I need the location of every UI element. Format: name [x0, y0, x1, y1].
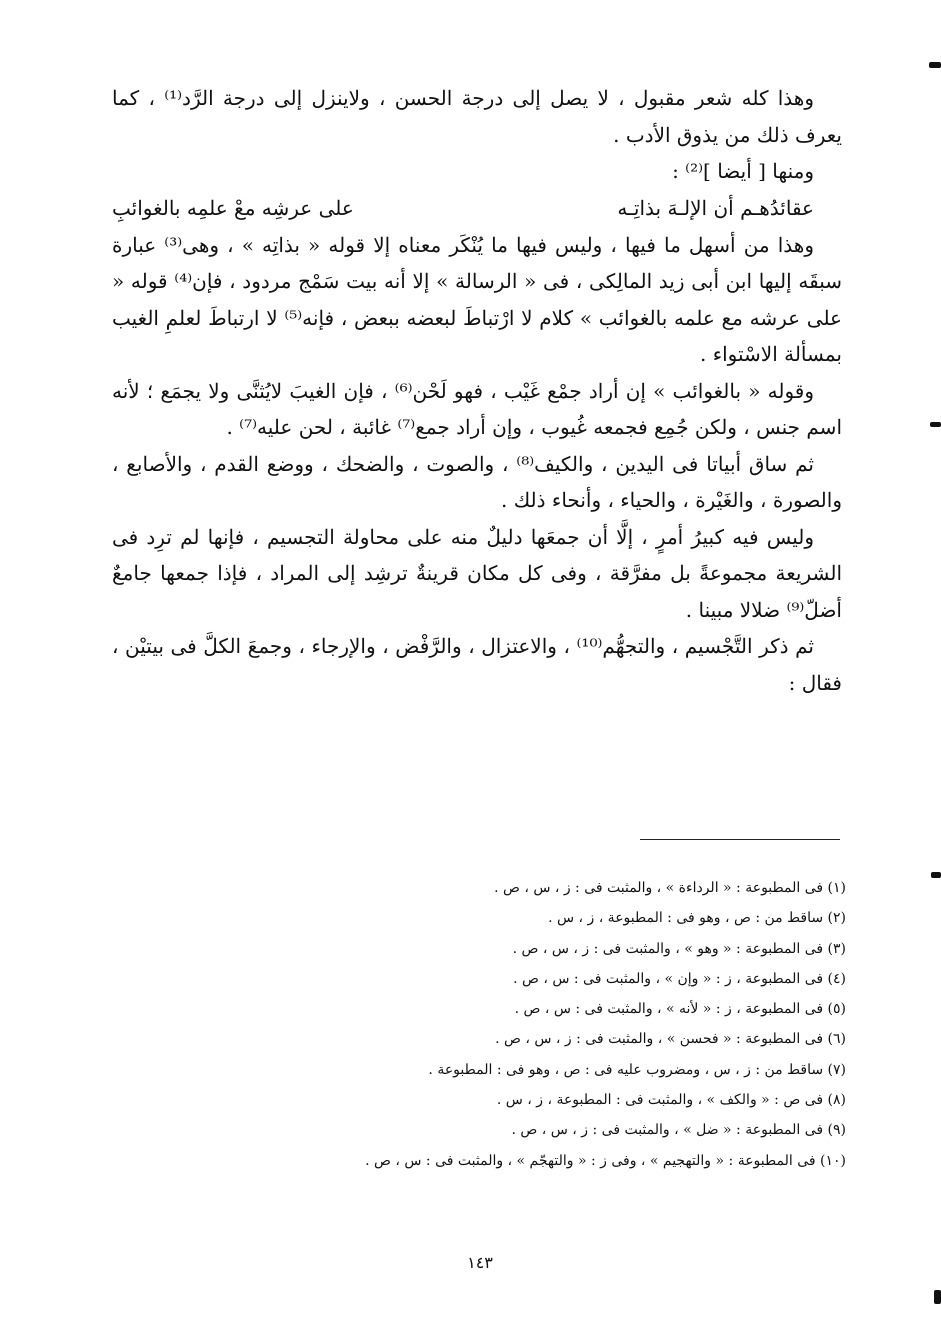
footnote-10: (١٠) فى المطبوعة : « والتهجيم » ، وفى ز : « والتهجّم » ، والمثبت فى : س ، ص . — [365, 1152, 846, 1169]
paragraph-3: وهذا من أسهل ما فيها ، وليس فيها ما يُنْكَر معناه إلا قوله « بذاتِه » ، وهى⁽³⁾ عبارة سبقَه إليها ابن أبى زيد المالِكى ، فى « الرسالة » إلا أنه بيت سَمْج مردود ، فإن⁽⁴⁾ قوله « على عرشه مع علمه بالغوائب » كلام لا ارْتباطَ لبعضه ببعض ، فإنه⁽⁵⁾ لا ارتباطَ لعلمِ الغيب بمسألة الاسْتواء . — [112, 232, 842, 366]
footnote-1: (١) فى المطبوعة : « الرداءة » ، والمثبت فى : ز ، س ، ص . — [494, 880, 846, 896]
footnote-2: (٢) ساقط من : ص ، وهو فى : المطبوعة ، ز ، س . — [548, 910, 846, 927]
footnote-9: (٩) فى المطبوعة : « ضل » ، والمثبت فى : ز ، س ، ص . — [511, 1122, 846, 1139]
footnote-3: (٣) فى المطبوعة : « وهو » ، والمثبت فى : ز ، س ، ص . — [512, 940, 846, 957]
verse-hemistich-2: على عرشِه معْ علمِه بالغوائبِ — [112, 195, 354, 220]
scan-edge-mark — [930, 422, 941, 427]
footnotes — [300, 873, 846, 1176]
scan-edge-mark — [934, 1290, 941, 1304]
paragraph-6: وليس فيه كبيرُ أمرٍ ، إلَّا أن جمعَها دليلٌ منه على محاولة التجسيم ، فإنها لم ترِد فى الشريعة مجموعةً بل مفرَّقة ، وفى كل مكان قرينةٌ ترشِد إلى المراد ، فإذا جمعها جامعٌ أضلّ⁽⁹⁾ ضلالا مبينا . — [112, 524, 842, 622]
poem-verse — [112, 190, 842, 227]
footnote-7: (٧) ساقط من : ز ، س ، ومضروب عليه فى : ص ، وهو فى : المطبوعة . — [428, 1061, 846, 1078]
paragraph-4: وقوله « بالغوائب » إن أراد جمْع غَيْب ، فهو لَحْن⁽⁶⁾ ، فإن الغيبَ لايُثنَّى ولا يجمَع ؛ لأنه اسم جنس ، ولكن جُمِع فجمعه غُيوب ، وإن أراد جمع⁽⁷⁾ غائبة ، لحن عليه⁽⁷⁾ . — [112, 378, 842, 439]
verse-hemistich-1: عقائدُهـم أن الإلـهَ بذاتِـه — [617, 195, 814, 220]
paragraph-2: ومنها [ أيضا ]⁽²⁾ : — [672, 159, 814, 183]
footnote-6: (٦) فى المطبوعة : « فحسن » ، والمثبت فى : ز ، س ، ص . — [495, 1031, 846, 1048]
scan-edge-mark — [929, 62, 941, 68]
footnote-5: (٥) فى المطبوعة ، ز : « لأنه » ، والمثبت فى : س ، ص . — [514, 1001, 846, 1018]
footnote-separator — [640, 839, 840, 840]
scan-edge-mark — [931, 872, 941, 878]
footnote-4: (٤) فى المطبوعة ، ز : « وإن » ، والمثبت فى : س ، ص . — [513, 970, 846, 987]
footnote-8: (٨) فى ص : « والكف » ، والمثبت فى : المطبوعة ، ز ، س . — [496, 1092, 846, 1109]
paragraph-1: وهذا كله شعر مقبول ، لا يصل إلى درجة الحسن ، ولاينزل إلى درجة الرَّد⁽¹⁾ ، كما يعرف ذلك من يذوق الأدب . — [112, 86, 842, 147]
main-text — [112, 80, 842, 701]
paragraph-5: ثم ساق أبياتا فى اليدين ، والكيف⁽⁸⁾ ، والصوت ، والضحك ، ووضع القدم ، والأصابع ، والصورة ، والغَيْرة ، والحياء ، وأنحاء ذلك . — [112, 451, 842, 512]
paragraph-7: ثم ذكر التَّجْسيم ، والتجهُّم⁽¹⁰⁾ ، والاعتزال ، والرَّفْض ، والإرجاء ، وجمعَ الكلَّ فى بيتيْن ، فقال : — [112, 634, 842, 695]
page-number: ١٤٣ — [467, 1253, 493, 1272]
